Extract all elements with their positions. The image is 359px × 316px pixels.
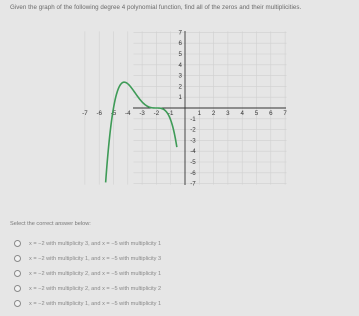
answer-option-3[interactable]: [14, 266, 161, 281]
answer-options: [14, 236, 161, 311]
tick-label: 4: [178, 61, 182, 69]
tick-label: 1: [178, 94, 182, 102]
tick-label: -4: [190, 148, 196, 156]
tick-label: 5: [254, 110, 259, 117]
answer-option-1[interactable]: [14, 236, 161, 251]
radio-button[interactable]: [14, 300, 21, 307]
tick-label: 7: [283, 110, 287, 117]
tick-label: -1: [167, 110, 174, 117]
tick-label: 5: [178, 51, 182, 58]
tick-label: -3: [190, 137, 196, 145]
tick-label: 4: [240, 110, 244, 117]
option-label: x = −2 with multiplicity 3, and x = −5 with multiplicity 1: [29, 240, 162, 247]
tick-label: 1: [197, 110, 202, 117]
option-label: x = −2 with multiplicity 2, and x = −5 with multiplicity 2: [29, 285, 162, 292]
option-label: x = −2 with multiplicity 2, and x = −5 with multiplicity 1: [29, 270, 162, 277]
tick-label: -4: [125, 110, 131, 117]
radio-button[interactable]: [14, 255, 21, 262]
tick-label: -2: [153, 110, 160, 117]
tick-label: 2: [178, 83, 182, 91]
question-text: Given the graph of the following degree 4 polynomial function, find all of the zeros and their multiplicities.: [10, 4, 302, 11]
tick-label: -6: [96, 110, 102, 117]
tick-label: -6: [190, 169, 196, 177]
tick-label: -2: [190, 126, 196, 134]
option-label: x = −2 with multiplicity 1, and x = −5 with multiplicity 1: [29, 300, 162, 307]
tick-label: -3: [139, 110, 145, 117]
tick-label: 2: [211, 110, 216, 117]
tick-label: -5: [110, 110, 117, 117]
radio-button[interactable]: [14, 240, 21, 247]
answer-option-2[interactable]: [14, 251, 161, 266]
tick-label: 3: [178, 72, 182, 80]
answer-option-4[interactable]: [14, 281, 161, 296]
radio-button[interactable]: [14, 270, 21, 277]
tick-label: -7: [82, 110, 88, 117]
radio-button[interactable]: [14, 285, 21, 292]
answer-option-5[interactable]: [14, 296, 161, 311]
tick-label: 6: [269, 110, 273, 117]
tick-label: -5: [190, 159, 196, 166]
option-label: x = −2 with multiplicity 1, and x = −5 with multiplicity 3: [29, 255, 162, 262]
tick-label: 3: [226, 110, 230, 117]
tick-label: 7: [178, 29, 182, 37]
tick-label: 6: [178, 40, 182, 48]
answer-prompt: Select the correct answer below:: [10, 221, 91, 227]
tick-label: -7: [190, 180, 196, 188]
tick-label: -1: [190, 115, 196, 123]
